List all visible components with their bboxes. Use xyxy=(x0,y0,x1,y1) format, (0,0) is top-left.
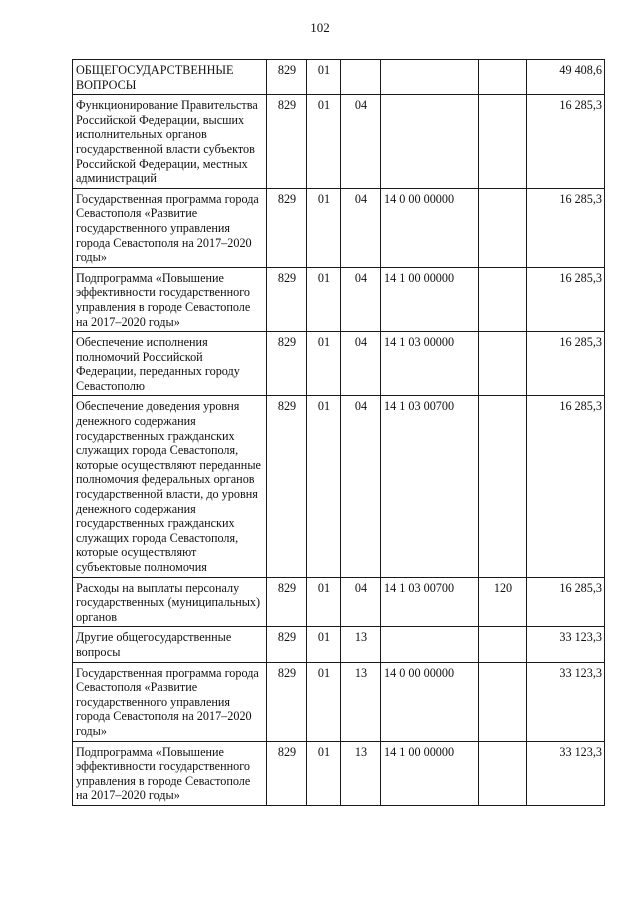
expense-type-cell xyxy=(479,60,527,95)
amount-cell: 16 285,3 xyxy=(527,332,605,396)
table-row xyxy=(73,627,605,662)
expense-type-cell: 120 xyxy=(479,577,527,627)
item-name-cell: Государственная программа города Севастополя «Развитие государственного управления города Севастополя на 2017–2020 годы» xyxy=(73,662,267,741)
target-article-cell: 14 0 00 00000 xyxy=(381,188,479,267)
target-article-cell: 14 1 03 00700 xyxy=(381,577,479,627)
subsection-code-cell xyxy=(341,60,381,95)
amount-cell: 33 123,3 xyxy=(527,627,605,662)
item-name-cell: Другие общегосударственные вопросы xyxy=(73,627,267,662)
amount-cell: 16 285,3 xyxy=(527,267,605,331)
expense-type-cell xyxy=(479,396,527,577)
expense-type-cell xyxy=(479,188,527,267)
section-code-cell: 01 xyxy=(307,396,341,577)
table-row xyxy=(73,60,605,95)
item-name-cell: Государственная программа города Севастополя «Развитие государственного управления города Севастополя на 2017–2020 годы» xyxy=(73,188,267,267)
expense-type-cell xyxy=(479,95,527,189)
item-name-cell: Функционирование Правительства Российской Федерации, высших исполнительных органов государственной власти субъектов Российской Федерации, местных администраций xyxy=(73,95,267,189)
subsection-code-cell: 04 xyxy=(341,95,381,189)
amount-cell: 33 123,3 xyxy=(527,662,605,741)
item-name-cell: Подпрограмма «Повышение эффективности государственного управления в городе Севастополе на 2017–2020 годы» xyxy=(73,267,267,331)
amount-cell: 16 285,3 xyxy=(527,95,605,189)
subsection-code-cell: 04 xyxy=(341,332,381,396)
target-article-cell xyxy=(381,95,479,189)
page-number: 102 xyxy=(310,20,330,35)
item-name-cell: Расходы на выплаты персоналу государственных (муниципальных) органов xyxy=(73,577,267,627)
target-article-cell: 14 1 00 00000 xyxy=(381,741,479,805)
ministry-code-cell: 829 xyxy=(267,627,307,662)
table-row xyxy=(73,267,605,331)
ministry-code-cell: 829 xyxy=(267,267,307,331)
section-code-cell: 01 xyxy=(307,662,341,741)
subsection-code-cell: 13 xyxy=(341,741,381,805)
section-code-cell: 01 xyxy=(307,60,341,95)
section-code-cell: 01 xyxy=(307,267,341,331)
section-code-cell: 01 xyxy=(307,95,341,189)
section-code-cell: 01 xyxy=(307,627,341,662)
item-name-cell: Обеспечение доведения уровня денежного содержания государственных гражданских служащих города Севастополя, которые осуществляют переданные полномочия федеральных органов государственной власти, до уровня денежного содержания государственных гражданских служащих города Севастополя, которые осуществляют субъектовые полномочия xyxy=(73,396,267,577)
amount-cell: 49 408,6 xyxy=(527,60,605,95)
subsection-code-cell: 13 xyxy=(341,662,381,741)
amount-cell: 33 123,3 xyxy=(527,741,605,805)
target-article-cell: 14 1 00 00000 xyxy=(381,267,479,331)
table-row xyxy=(73,95,605,189)
ministry-code-cell: 829 xyxy=(267,741,307,805)
expense-type-cell xyxy=(479,267,527,331)
expense-type-cell xyxy=(479,627,527,662)
subsection-code-cell: 04 xyxy=(341,577,381,627)
target-article-cell: 14 1 03 00000 xyxy=(381,332,479,396)
ministry-code-cell: 829 xyxy=(267,662,307,741)
amount-cell: 16 285,3 xyxy=(527,577,605,627)
table-row xyxy=(73,188,605,267)
table-row xyxy=(73,662,605,741)
expense-type-cell xyxy=(479,741,527,805)
ministry-code-cell: 829 xyxy=(267,396,307,577)
ministry-code-cell: 829 xyxy=(267,332,307,396)
subsection-code-cell: 04 xyxy=(341,188,381,267)
section-code-cell: 01 xyxy=(307,741,341,805)
item-name-cell: Подпрограмма «Повышение эффективности государственного управления в городе Севастополе на 2017–2020 годы» xyxy=(73,741,267,805)
table-body xyxy=(73,60,605,806)
subsection-code-cell: 04 xyxy=(341,396,381,577)
ministry-code-cell: 829 xyxy=(267,577,307,627)
expense-type-cell xyxy=(479,662,527,741)
section-code-cell: 01 xyxy=(307,188,341,267)
expense-type-cell xyxy=(479,332,527,396)
subsection-code-cell: 04 xyxy=(341,267,381,331)
target-article-cell: 14 1 03 00700 xyxy=(381,396,479,577)
ministry-code-cell: 829 xyxy=(267,188,307,267)
amount-cell: 16 285,3 xyxy=(527,188,605,267)
target-article-cell: 14 0 00 00000 xyxy=(381,662,479,741)
item-name-cell: Обеспечение исполнения полномочий Российской Федерации, переданных городу Севастополю xyxy=(73,332,267,396)
target-article-cell xyxy=(381,627,479,662)
section-code-cell: 01 xyxy=(307,577,341,627)
table-row xyxy=(73,332,605,396)
target-article-cell xyxy=(381,60,479,95)
amount-cell: 16 285,3 xyxy=(527,396,605,577)
subsection-code-cell: 13 xyxy=(341,627,381,662)
ministry-code-cell: 829 xyxy=(267,60,307,95)
item-name-cell: ОБЩЕГОСУДАРСТВЕННЫЕ ВОПРОСЫ xyxy=(73,60,267,95)
table-row xyxy=(73,396,605,577)
table-row xyxy=(73,577,605,627)
budget-table xyxy=(72,59,605,806)
section-code-cell: 01 xyxy=(307,332,341,396)
table-row xyxy=(73,741,605,805)
ministry-code-cell: 829 xyxy=(267,95,307,189)
